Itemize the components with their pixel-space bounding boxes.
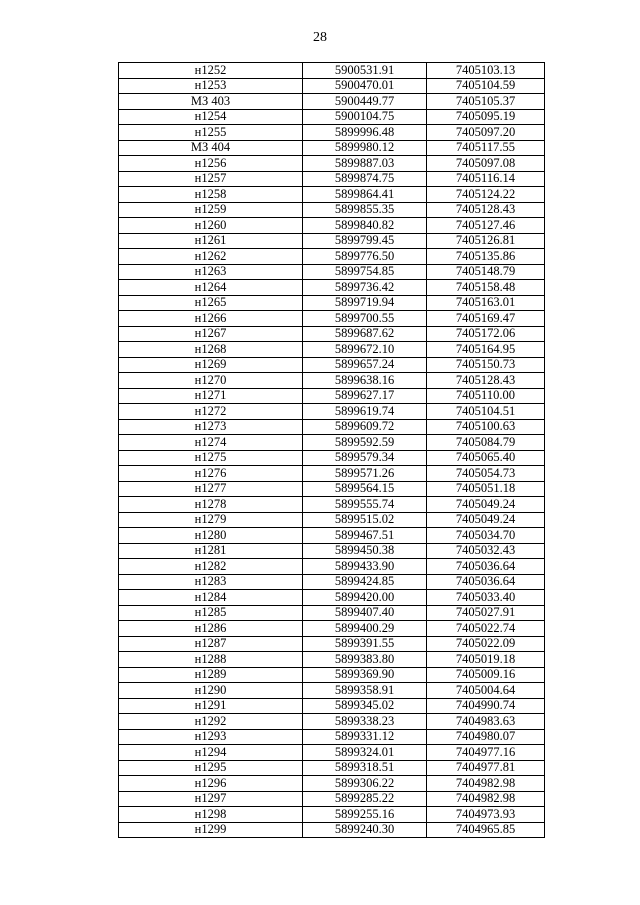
table-row bbox=[119, 714, 545, 730]
point-id-cell: н1273 bbox=[119, 419, 303, 435]
table-row bbox=[119, 326, 545, 342]
point-id-cell: МЗ 403 bbox=[119, 94, 303, 110]
y-coordinate-cell: 7405097.08 bbox=[427, 156, 545, 172]
table-row bbox=[119, 202, 545, 218]
table-row bbox=[119, 667, 545, 683]
x-coordinate-cell: 5899980.12 bbox=[303, 140, 427, 156]
y-coordinate-cell: 7405135.86 bbox=[427, 249, 545, 265]
y-coordinate-cell: 7404977.16 bbox=[427, 745, 545, 761]
table-row bbox=[119, 63, 545, 79]
table-row bbox=[119, 264, 545, 280]
y-coordinate-cell: 7405172.06 bbox=[427, 326, 545, 342]
table-row bbox=[119, 218, 545, 234]
y-coordinate-cell: 7405022.74 bbox=[427, 621, 545, 637]
point-id-cell: н1282 bbox=[119, 559, 303, 575]
table-row bbox=[119, 590, 545, 606]
x-coordinate-cell: 5899467.51 bbox=[303, 528, 427, 544]
point-id-cell: н1298 bbox=[119, 807, 303, 823]
y-coordinate-cell: 7405163.01 bbox=[427, 295, 545, 311]
table-row bbox=[119, 187, 545, 203]
table-row bbox=[119, 776, 545, 792]
y-coordinate-cell: 7405128.43 bbox=[427, 373, 545, 389]
point-id-cell: н1275 bbox=[119, 450, 303, 466]
x-coordinate-cell: 5899306.22 bbox=[303, 776, 427, 792]
table-row bbox=[119, 109, 545, 125]
coordinates-table bbox=[118, 62, 545, 838]
table-row bbox=[119, 140, 545, 156]
point-id-cell: н1297 bbox=[119, 791, 303, 807]
y-coordinate-cell: 7405022.09 bbox=[427, 636, 545, 652]
y-coordinate-cell: 7405103.13 bbox=[427, 63, 545, 79]
point-id-cell: н1299 bbox=[119, 822, 303, 838]
y-coordinate-cell: 7405036.64 bbox=[427, 574, 545, 590]
y-coordinate-cell: 7405054.73 bbox=[427, 466, 545, 482]
point-id-cell: н1260 bbox=[119, 218, 303, 234]
x-coordinate-cell: 5900449.77 bbox=[303, 94, 427, 110]
point-id-cell: н1255 bbox=[119, 125, 303, 141]
y-coordinate-cell: 7404980.07 bbox=[427, 729, 545, 745]
x-coordinate-cell: 5899736.42 bbox=[303, 280, 427, 296]
x-coordinate-cell: 5900104.75 bbox=[303, 109, 427, 125]
point-id-cell: н1296 bbox=[119, 776, 303, 792]
y-coordinate-cell: 7405049.24 bbox=[427, 512, 545, 528]
y-coordinate-cell: 7405009.16 bbox=[427, 667, 545, 683]
y-coordinate-cell: 7405097.20 bbox=[427, 125, 545, 141]
point-id-cell: н1274 bbox=[119, 435, 303, 451]
x-coordinate-cell: 5899619.74 bbox=[303, 404, 427, 420]
x-coordinate-cell: 5899874.75 bbox=[303, 171, 427, 187]
y-coordinate-cell: 7405116.14 bbox=[427, 171, 545, 187]
x-coordinate-cell: 5899609.72 bbox=[303, 419, 427, 435]
y-coordinate-cell: 7405128.43 bbox=[427, 202, 545, 218]
x-coordinate-cell: 5899687.62 bbox=[303, 326, 427, 342]
y-coordinate-cell: 7404990.74 bbox=[427, 698, 545, 714]
x-coordinate-cell: 5900531.91 bbox=[303, 63, 427, 79]
point-id-cell: н1256 bbox=[119, 156, 303, 172]
point-id-cell: н1266 bbox=[119, 311, 303, 327]
y-coordinate-cell: 7405049.24 bbox=[427, 497, 545, 513]
point-id-cell: н1284 bbox=[119, 590, 303, 606]
x-coordinate-cell: 5899318.51 bbox=[303, 760, 427, 776]
point-id-cell: н1287 bbox=[119, 636, 303, 652]
table-row bbox=[119, 280, 545, 296]
point-id-cell: н1272 bbox=[119, 404, 303, 420]
x-coordinate-cell: 5899240.30 bbox=[303, 822, 427, 838]
table-row bbox=[119, 497, 545, 513]
table-row bbox=[119, 388, 545, 404]
x-coordinate-cell: 5899345.02 bbox=[303, 698, 427, 714]
table-row bbox=[119, 559, 545, 575]
table-row bbox=[119, 249, 545, 265]
table-row bbox=[119, 481, 545, 497]
y-coordinate-cell: 7405127.46 bbox=[427, 218, 545, 234]
x-coordinate-cell: 5899555.74 bbox=[303, 497, 427, 513]
table-row bbox=[119, 543, 545, 559]
y-coordinate-cell: 7405117.55 bbox=[427, 140, 545, 156]
x-coordinate-cell: 5899515.02 bbox=[303, 512, 427, 528]
table-row bbox=[119, 466, 545, 482]
table-row bbox=[119, 791, 545, 807]
point-id-cell: н1253 bbox=[119, 78, 303, 94]
y-coordinate-cell: 7405065.40 bbox=[427, 450, 545, 466]
y-coordinate-cell: 7404973.93 bbox=[427, 807, 545, 823]
table-row bbox=[119, 574, 545, 590]
table-row bbox=[119, 125, 545, 141]
y-coordinate-cell: 7405110.00 bbox=[427, 388, 545, 404]
x-coordinate-cell: 5899592.59 bbox=[303, 435, 427, 451]
table-row bbox=[119, 156, 545, 172]
x-coordinate-cell: 5899391.55 bbox=[303, 636, 427, 652]
point-id-cell: н1261 bbox=[119, 233, 303, 249]
x-coordinate-cell: 5899331.12 bbox=[303, 729, 427, 745]
table-row bbox=[119, 807, 545, 823]
x-coordinate-cell: 5899638.16 bbox=[303, 373, 427, 389]
x-coordinate-cell: 5899840.82 bbox=[303, 218, 427, 234]
point-id-cell: н1278 bbox=[119, 497, 303, 513]
table-row bbox=[119, 373, 545, 389]
point-id-cell: н1257 bbox=[119, 171, 303, 187]
x-coordinate-cell: 5899579.34 bbox=[303, 450, 427, 466]
y-coordinate-cell: 7404982.98 bbox=[427, 776, 545, 792]
x-coordinate-cell: 5899285.22 bbox=[303, 791, 427, 807]
point-id-cell: н1293 bbox=[119, 729, 303, 745]
table-row bbox=[119, 760, 545, 776]
point-id-cell: н1292 bbox=[119, 714, 303, 730]
x-coordinate-cell: 5899855.35 bbox=[303, 202, 427, 218]
point-id-cell: н1270 bbox=[119, 373, 303, 389]
point-id-cell: н1258 bbox=[119, 187, 303, 203]
y-coordinate-cell: 7405104.59 bbox=[427, 78, 545, 94]
point-id-cell: н1271 bbox=[119, 388, 303, 404]
y-coordinate-cell: 7405034.70 bbox=[427, 528, 545, 544]
point-id-cell: н1263 bbox=[119, 264, 303, 280]
y-coordinate-cell: 7405126.81 bbox=[427, 233, 545, 249]
x-coordinate-cell: 5899672.10 bbox=[303, 342, 427, 358]
table-row bbox=[119, 621, 545, 637]
point-id-cell: н1267 bbox=[119, 326, 303, 342]
point-id-cell: н1285 bbox=[119, 605, 303, 621]
table-row bbox=[119, 698, 545, 714]
x-coordinate-cell: 5899369.90 bbox=[303, 667, 427, 683]
point-id-cell: н1295 bbox=[119, 760, 303, 776]
point-id-cell: н1265 bbox=[119, 295, 303, 311]
y-coordinate-cell: 7405051.18 bbox=[427, 481, 545, 497]
table-row bbox=[119, 435, 545, 451]
x-coordinate-cell: 5899433.90 bbox=[303, 559, 427, 575]
point-id-cell: н1264 bbox=[119, 280, 303, 296]
x-coordinate-cell: 5899700.55 bbox=[303, 311, 427, 327]
x-coordinate-cell: 5899255.16 bbox=[303, 807, 427, 823]
coordinates-table-body bbox=[119, 63, 545, 838]
table-row bbox=[119, 295, 545, 311]
page-number: 28 bbox=[313, 30, 327, 45]
x-coordinate-cell: 5900470.01 bbox=[303, 78, 427, 94]
table-row bbox=[119, 171, 545, 187]
x-coordinate-cell: 5899776.50 bbox=[303, 249, 427, 265]
y-coordinate-cell: 7405169.47 bbox=[427, 311, 545, 327]
point-id-cell: н1289 bbox=[119, 667, 303, 683]
y-coordinate-cell: 7405084.79 bbox=[427, 435, 545, 451]
x-coordinate-cell: 5899400.29 bbox=[303, 621, 427, 637]
point-id-cell: н1288 bbox=[119, 652, 303, 668]
x-coordinate-cell: 5899564.15 bbox=[303, 481, 427, 497]
point-id-cell: н1254 bbox=[119, 109, 303, 125]
x-coordinate-cell: 5899420.00 bbox=[303, 590, 427, 606]
x-coordinate-cell: 5899627.17 bbox=[303, 388, 427, 404]
table-row bbox=[119, 342, 545, 358]
table-row bbox=[119, 357, 545, 373]
point-id-cell: н1259 bbox=[119, 202, 303, 218]
x-coordinate-cell: 5899864.41 bbox=[303, 187, 427, 203]
y-coordinate-cell: 7405164.95 bbox=[427, 342, 545, 358]
point-id-cell: н1252 bbox=[119, 63, 303, 79]
x-coordinate-cell: 5899358.91 bbox=[303, 683, 427, 699]
y-coordinate-cell: 7405148.79 bbox=[427, 264, 545, 280]
x-coordinate-cell: 5899424.85 bbox=[303, 574, 427, 590]
y-coordinate-cell: 7405124.22 bbox=[427, 187, 545, 203]
point-id-cell: н1290 bbox=[119, 683, 303, 699]
point-id-cell: н1283 bbox=[119, 574, 303, 590]
y-coordinate-cell: 7405104.51 bbox=[427, 404, 545, 420]
y-coordinate-cell: 7405004.64 bbox=[427, 683, 545, 699]
y-coordinate-cell: 7405019.18 bbox=[427, 652, 545, 668]
point-id-cell: МЗ 404 bbox=[119, 140, 303, 156]
y-coordinate-cell: 7405158.48 bbox=[427, 280, 545, 296]
table-row bbox=[119, 450, 545, 466]
table-row bbox=[119, 652, 545, 668]
table-row bbox=[119, 822, 545, 838]
x-coordinate-cell: 5899996.48 bbox=[303, 125, 427, 141]
point-id-cell: н1276 bbox=[119, 466, 303, 482]
y-coordinate-cell: 7404977.81 bbox=[427, 760, 545, 776]
x-coordinate-cell: 5899338.23 bbox=[303, 714, 427, 730]
table-row bbox=[119, 729, 545, 745]
point-id-cell: н1279 bbox=[119, 512, 303, 528]
point-id-cell: н1277 bbox=[119, 481, 303, 497]
point-id-cell: н1262 bbox=[119, 249, 303, 265]
y-coordinate-cell: 7404965.85 bbox=[427, 822, 545, 838]
table-row bbox=[119, 404, 545, 420]
table-row bbox=[119, 528, 545, 544]
y-coordinate-cell: 7405036.64 bbox=[427, 559, 545, 575]
point-id-cell: н1281 bbox=[119, 543, 303, 559]
table-row bbox=[119, 605, 545, 621]
x-coordinate-cell: 5899719.94 bbox=[303, 295, 427, 311]
x-coordinate-cell: 5899754.85 bbox=[303, 264, 427, 280]
y-coordinate-cell: 7404983.63 bbox=[427, 714, 545, 730]
table-row bbox=[119, 683, 545, 699]
x-coordinate-cell: 5899799.45 bbox=[303, 233, 427, 249]
x-coordinate-cell: 5899571.26 bbox=[303, 466, 427, 482]
x-coordinate-cell: 5899324.01 bbox=[303, 745, 427, 761]
y-coordinate-cell: 7405095.19 bbox=[427, 109, 545, 125]
point-id-cell: н1280 bbox=[119, 528, 303, 544]
point-id-cell: н1268 bbox=[119, 342, 303, 358]
x-coordinate-cell: 5899887.03 bbox=[303, 156, 427, 172]
y-coordinate-cell: 7405150.73 bbox=[427, 357, 545, 373]
point-id-cell: н1291 bbox=[119, 698, 303, 714]
y-coordinate-cell: 7404982.98 bbox=[427, 791, 545, 807]
y-coordinate-cell: 7405105.37 bbox=[427, 94, 545, 110]
table-row bbox=[119, 233, 545, 249]
point-id-cell: н1286 bbox=[119, 621, 303, 637]
x-coordinate-cell: 5899450.38 bbox=[303, 543, 427, 559]
y-coordinate-cell: 7405027.91 bbox=[427, 605, 545, 621]
x-coordinate-cell: 5899383.80 bbox=[303, 652, 427, 668]
point-id-cell: н1294 bbox=[119, 745, 303, 761]
y-coordinate-cell: 7405100.63 bbox=[427, 419, 545, 435]
y-coordinate-cell: 7405033.40 bbox=[427, 590, 545, 606]
table-row bbox=[119, 419, 545, 435]
table-row bbox=[119, 311, 545, 327]
table-row bbox=[119, 94, 545, 110]
x-coordinate-cell: 5899657.24 bbox=[303, 357, 427, 373]
y-coordinate-cell: 7405032.43 bbox=[427, 543, 545, 559]
table-row bbox=[119, 78, 545, 94]
table-row bbox=[119, 512, 545, 528]
table-row bbox=[119, 636, 545, 652]
table-row bbox=[119, 745, 545, 761]
point-id-cell: н1269 bbox=[119, 357, 303, 373]
x-coordinate-cell: 5899407.40 bbox=[303, 605, 427, 621]
